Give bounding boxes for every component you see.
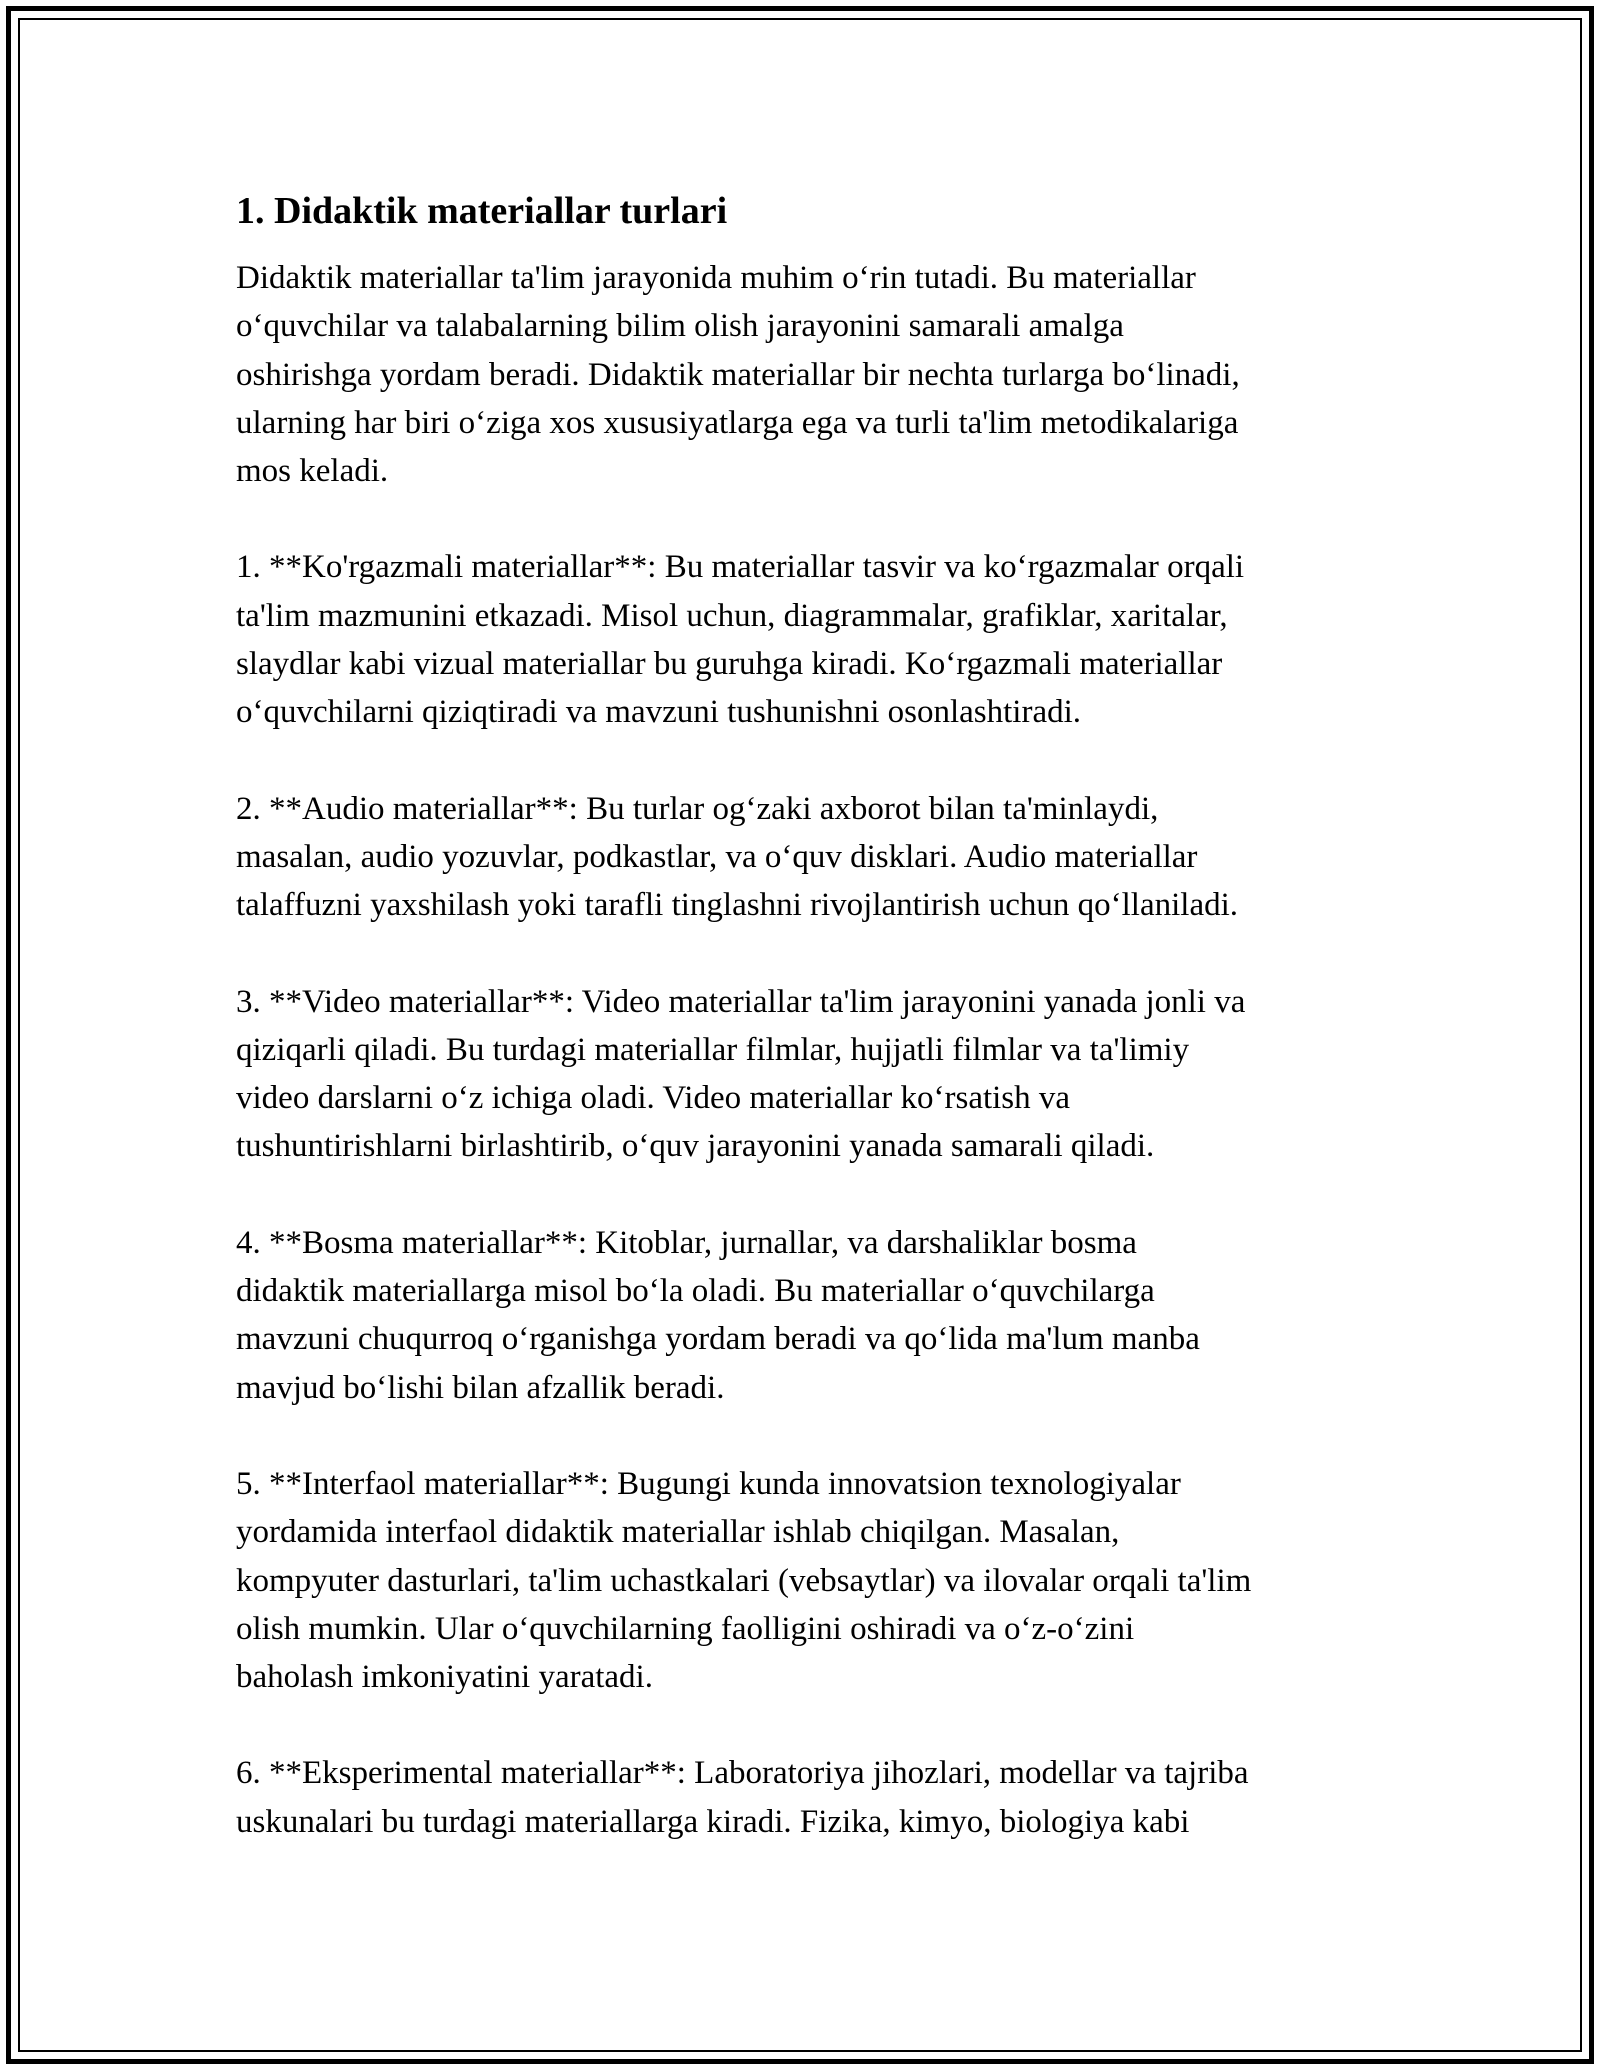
text-line: olish mumkin. Ular o‘quvchilarning faolligini oshiradi va o‘z-o‘zini [236, 1610, 1135, 1647]
text-line: mavjud bo‘lishi bilan afzallik beradi. [236, 1369, 725, 1406]
list-item-paragraph [236, 785, 1386, 930]
text-line: slaydlar kabi vizual materiallar bu guruhga kiradi. Ko‘rgazmali materiallar [236, 646, 1223, 683]
text-line: o‘quvchilar va talabalarning bilim olish jarayonini samarali amalga [236, 308, 1124, 345]
list-item-paragraph [236, 543, 1386, 736]
text-line: baholash imkoniyatini yaratadi. [236, 1659, 653, 1696]
text-line: talaffuzni yaxshilash yoki tarafli tinglashni rivojlantirish uchun qo‘llaniladi. [236, 887, 1239, 924]
text-line: 3. **Video materiallar**: Video materiallar ta'lim jarayonini yanada jonli va [236, 983, 1246, 1020]
text-line: 5. **Interfaol materiallar**: Bugungi kunda innovatsion texnologiyalar [236, 1465, 1181, 1502]
list-item-paragraph [236, 1219, 1386, 1412]
paragraph-list [236, 254, 1386, 1846]
text-line: 4. **Bosma materiallar**: Kitoblar, jurnallar, va darshaliklar bosma [236, 1224, 1137, 1261]
text-line: 1. **Ko'rgazmali materiallar**: Bu materiallar tasvir va ko‘rgazmalar orqali [236, 549, 1245, 586]
text-line: yordamida interfaol didaktik materiallar ishlab chiqilgan. Masalan, [236, 1514, 1120, 1551]
list-item-paragraph [236, 1749, 1386, 1846]
intro-paragraph [236, 254, 1386, 495]
text-line: didaktik materiallarga misol bo‘la oladi. Bu materiallar o‘quvchilarga [236, 1273, 1155, 1310]
text-line: uskunalari bu turdagi materiallarga kiradi. Fizika, kimyo, biologiya kabi [236, 1803, 1190, 1840]
list-item-paragraph [236, 1460, 1386, 1701]
text-line: qiziqarli qiladi. Bu turdagi materiallar filmlar, hujjatli filmlar va ta'limiy [236, 1031, 1190, 1068]
text-line: Didaktik materiallar ta'lim jarayonida muhim o‘rin tutadi. Bu materiallar [236, 260, 1196, 296]
text-line: tushuntirishlarni birlashtirib, o‘quv jarayonini yanada samarali qiladi. [236, 1128, 1155, 1165]
text-line: video darslarni o‘z ichiga oladi. Video materiallar ko‘rsatish va [236, 1080, 1071, 1117]
text-line: 2. **Audio materiallar**: Bu turlar og‘zaki axborot bilan ta'minlaydi, [236, 790, 1159, 827]
text-line: kompyuter dasturlari, ta'lim uchastkalari (vebsaytlar) va ilovalar orqali ta'lim [236, 1562, 1252, 1599]
text-line: 6. **Eksperimental materiallar**: Laboratoriya jihozlari, modellar va tajriba [236, 1755, 1249, 1792]
text-line: masalan, audio yozuvlar, podkastlar, va o‘quv disklari. Audio materiallar [236, 838, 1198, 875]
section-heading: 1. Didaktik materiallar turlari [236, 190, 728, 232]
text-line: o‘quvchilarni qiziqtiradi va mavzuni tushunishni osonlashtiradi. [236, 694, 1082, 731]
text-line: mos keladi. [236, 453, 389, 490]
text-line: oshirishga yordam beradi. Didaktik materiallar bir nechta turlarga bo‘linadi, [236, 356, 1240, 393]
list-item-paragraph [236, 978, 1386, 1171]
text-line: ularning har biri o‘ziga xos xususiyatlarga ega va turli ta'lim metodikalariga [236, 404, 1239, 441]
text-line: mavzuni chuqurroq o‘rganishga yordam beradi va qo‘lida ma'lum manba [236, 1321, 1200, 1358]
document-body [236, 186, 1386, 1846]
text-line: ta'lim mazmunini etkazadi. Misol uchun, diagrammalar, grafiklar, xaritalar, [236, 597, 1228, 634]
